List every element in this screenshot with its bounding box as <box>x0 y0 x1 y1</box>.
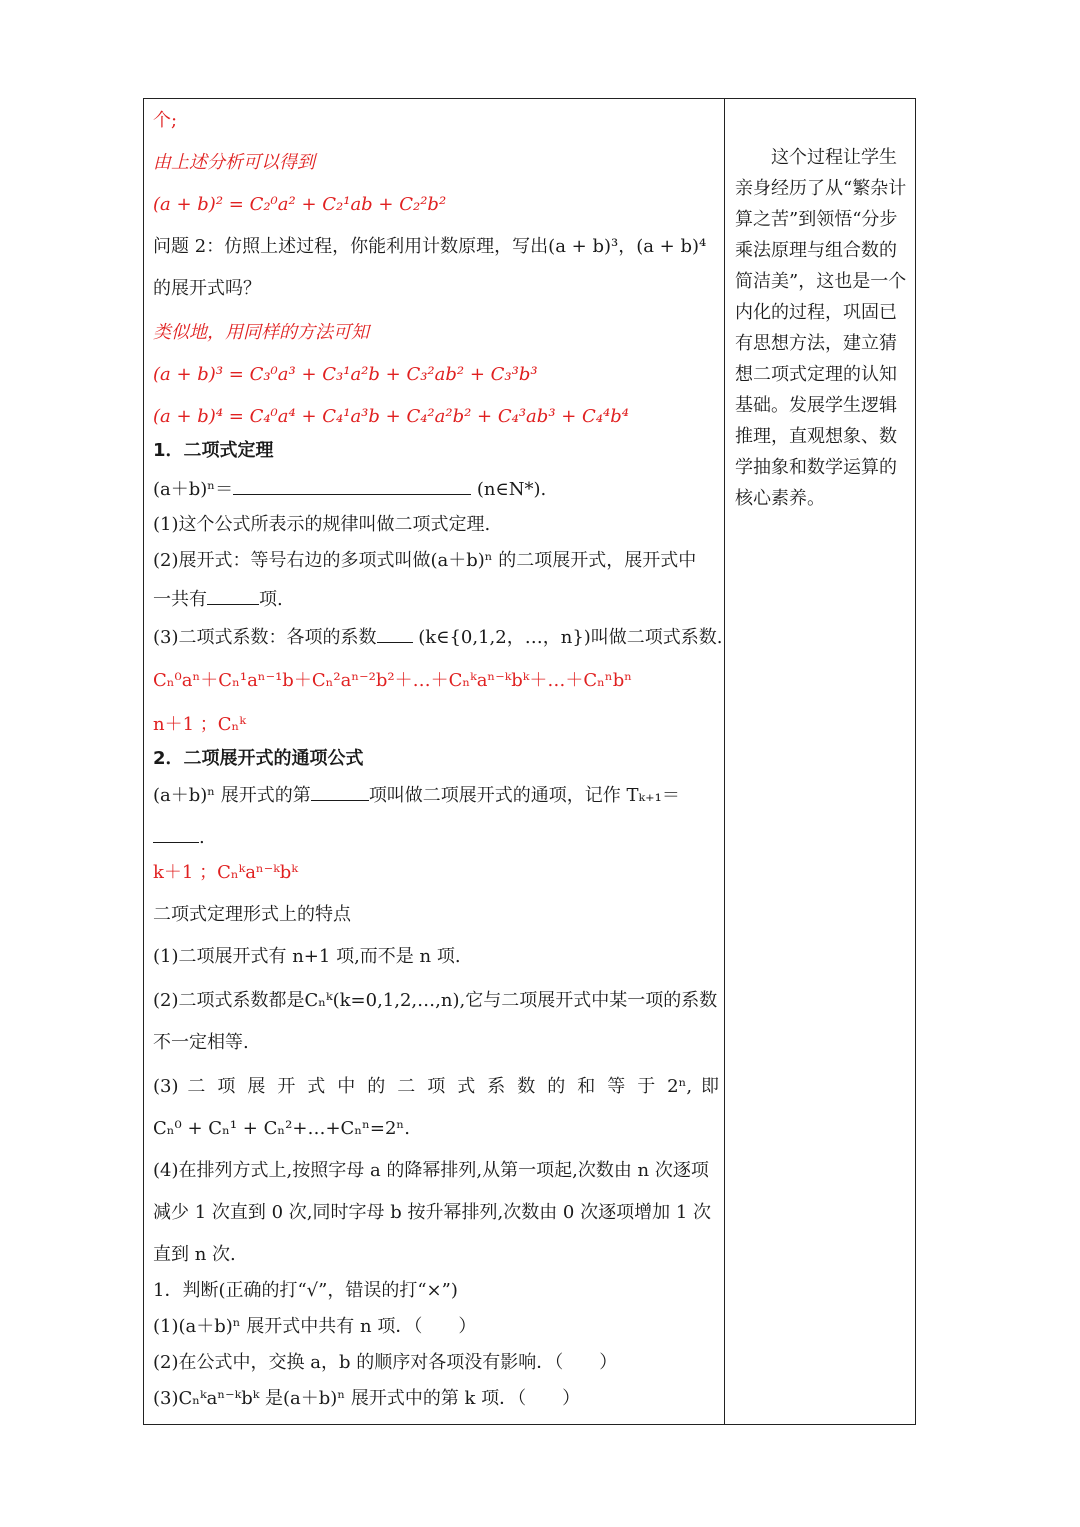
line-text: (a＋b)ⁿ 展开式的第 <box>153 785 311 806</box>
line-text: Cₙ⁰aⁿ＋Cₙ¹aⁿ⁻¹b＋Cₙ²aⁿ⁻²b²＋…＋Cₙᵏaⁿ⁻ᵏbᵏ＋…＋Cₙⁿbⁿ <box>153 670 633 691</box>
line-text: (a + b)⁴ = C₄⁰a⁴ + C₄¹a³b + C₄²a²b² + C₄³ab³ + C₄⁴b⁴ <box>153 406 629 427</box>
content-line <box>153 1076 719 1098</box>
column-divider <box>724 98 725 1425</box>
content-line <box>153 826 719 849</box>
line-text: (2)在公式中，交换 a，b 的顺序对各项没有影响．（ ） <box>153 1352 618 1373</box>
line-text: (1)这个公式所表示的规律叫做二项式定理. <box>153 514 491 535</box>
line-text: 2．二项展开式的通项公式 <box>153 748 364 769</box>
fill-blank[interactable] <box>311 784 369 801</box>
content-line <box>153 990 719 1012</box>
content-line <box>153 278 719 300</box>
line-text: 直到 n 次. <box>153 1244 236 1265</box>
content-line <box>153 784 719 807</box>
line-tail: (n∈N*). <box>471 479 547 500</box>
line-text: 类似地，用同样的方法可知 <box>153 322 369 343</box>
content-line <box>153 1160 719 1182</box>
line-text: 1．二项式定理 <box>153 440 274 461</box>
line-text: (3)二项式系数：各项的系数 <box>153 627 377 648</box>
content-line <box>153 406 719 428</box>
line-tail: 项. <box>259 589 283 610</box>
content-line <box>153 364 719 386</box>
line-text: 的展开式吗？ <box>153 278 261 299</box>
line-text: (a＋b)ⁿ＝ <box>153 479 234 500</box>
line-text: n＋1 ；Cₙᵏ <box>153 714 246 735</box>
line-text: (4)在排列方式上,按照字母 a 的降幂排列,从第一项起,次数由 n 次逐项 <box>153 1160 709 1181</box>
content-line <box>153 670 719 692</box>
fill-blank[interactable] <box>377 626 413 643</box>
line-text: 由上述分析可以得到 <box>153 152 315 173</box>
content-line <box>153 440 719 462</box>
line-tail: . <box>199 827 205 848</box>
line-tail: (k∈{0,1,2，…，n})叫做二项式系数. <box>412 627 723 648</box>
content-line <box>153 588 719 611</box>
content-line <box>153 322 719 344</box>
line-text: 个; <box>153 110 178 131</box>
fill-blank[interactable] <box>207 588 259 605</box>
line-text: 减少 1 次直到 0 次,同时字母 b 按升幂排列,次数由 0 次逐项增加 1 次 <box>153 1202 711 1223</box>
content-line <box>153 1202 719 1224</box>
line-tail: 项叫做二项展开式的通项，记作 Tₖ₊₁＝ <box>368 785 680 806</box>
content-line <box>153 236 719 258</box>
content-line <box>153 1032 719 1054</box>
content-line <box>153 748 719 770</box>
line-text: (3)Cₙᵏaⁿ⁻ᵏbᵏ 是(a＋b)ⁿ 展开式中的第 k 项．（ ） <box>153 1388 581 1409</box>
line-text: 问题 2：仿照上述过程，你能利用计数原理，写出(a + b)³，(a + b)⁴ <box>153 236 707 257</box>
line-text: 不一定相等. <box>153 1032 249 1053</box>
content-line <box>153 478 719 501</box>
content-line <box>153 514 719 536</box>
line-text: 一共有 <box>153 589 207 610</box>
content-line <box>153 1118 719 1140</box>
right-column <box>735 142 907 514</box>
content-line <box>153 1244 719 1266</box>
content-line <box>153 1388 719 1410</box>
line-text: 1．判断(正确的打“√”，错误的打“×”) <box>153 1280 458 1301</box>
fill-blank[interactable] <box>233 478 471 495</box>
content-line <box>153 714 719 736</box>
line-text: (2)展开式：等号右边的多项式叫做(a＋b)ⁿ 的二项展开式，展开式中 <box>153 550 697 571</box>
content-line <box>153 946 719 968</box>
content-line <box>153 550 719 572</box>
line-text: k＋1 ；Cₙᵏaⁿ⁻ᵏbᵏ <box>153 862 298 883</box>
line-text: (1)(a＋b)ⁿ 展开式中共有 n 项．（ ） <box>153 1316 477 1337</box>
content-line <box>153 110 719 132</box>
content-line <box>153 1316 719 1338</box>
content-line <box>153 1352 719 1374</box>
line-text: (3) 二 项 展 开 式 中 的 二 项 式 系 数 的 和 等 于 2ⁿ, 即 <box>153 1076 719 1097</box>
content-line <box>153 1280 719 1302</box>
content-line <box>153 904 719 926</box>
line-text: 二项式定理形式上的特点 <box>153 904 351 925</box>
fill-blank[interactable] <box>153 826 199 843</box>
line-text: Cₙ⁰ + Cₙ¹ + Cₙ²+…+Cₙⁿ=2ⁿ. <box>153 1118 410 1139</box>
content-line <box>153 626 723 649</box>
line-text: (a + b)² = C₂⁰a² + C₂¹ab + C₂²b² <box>153 194 447 215</box>
content-line <box>153 194 719 216</box>
line-text: (1)二项展开式有 n+1 项,而不是 n 项. <box>153 946 461 967</box>
right-column-text: 这个过程让学生亲身经历了从“繁杂计算之苦”到领悟“分步乘法原理与组合数的简洁美”，这也是一个内化的过程，巩固已有思想方法，建立猜想二项式定理的认知基础。发展学生逻辑推理，直观想象、数学抽象和数学运算的核心素养。 <box>735 147 907 509</box>
content-line <box>153 862 719 884</box>
line-text: (2)二项式系数都是Cₙᵏ(k=0,1,2,…,n),它与二项展开式中某一项的系数 <box>153 990 718 1011</box>
content-line <box>153 152 719 174</box>
line-text: (a + b)³ = C₃⁰a³ + C₃¹a²b + C₃²ab² + C₃³b³ <box>153 364 538 385</box>
